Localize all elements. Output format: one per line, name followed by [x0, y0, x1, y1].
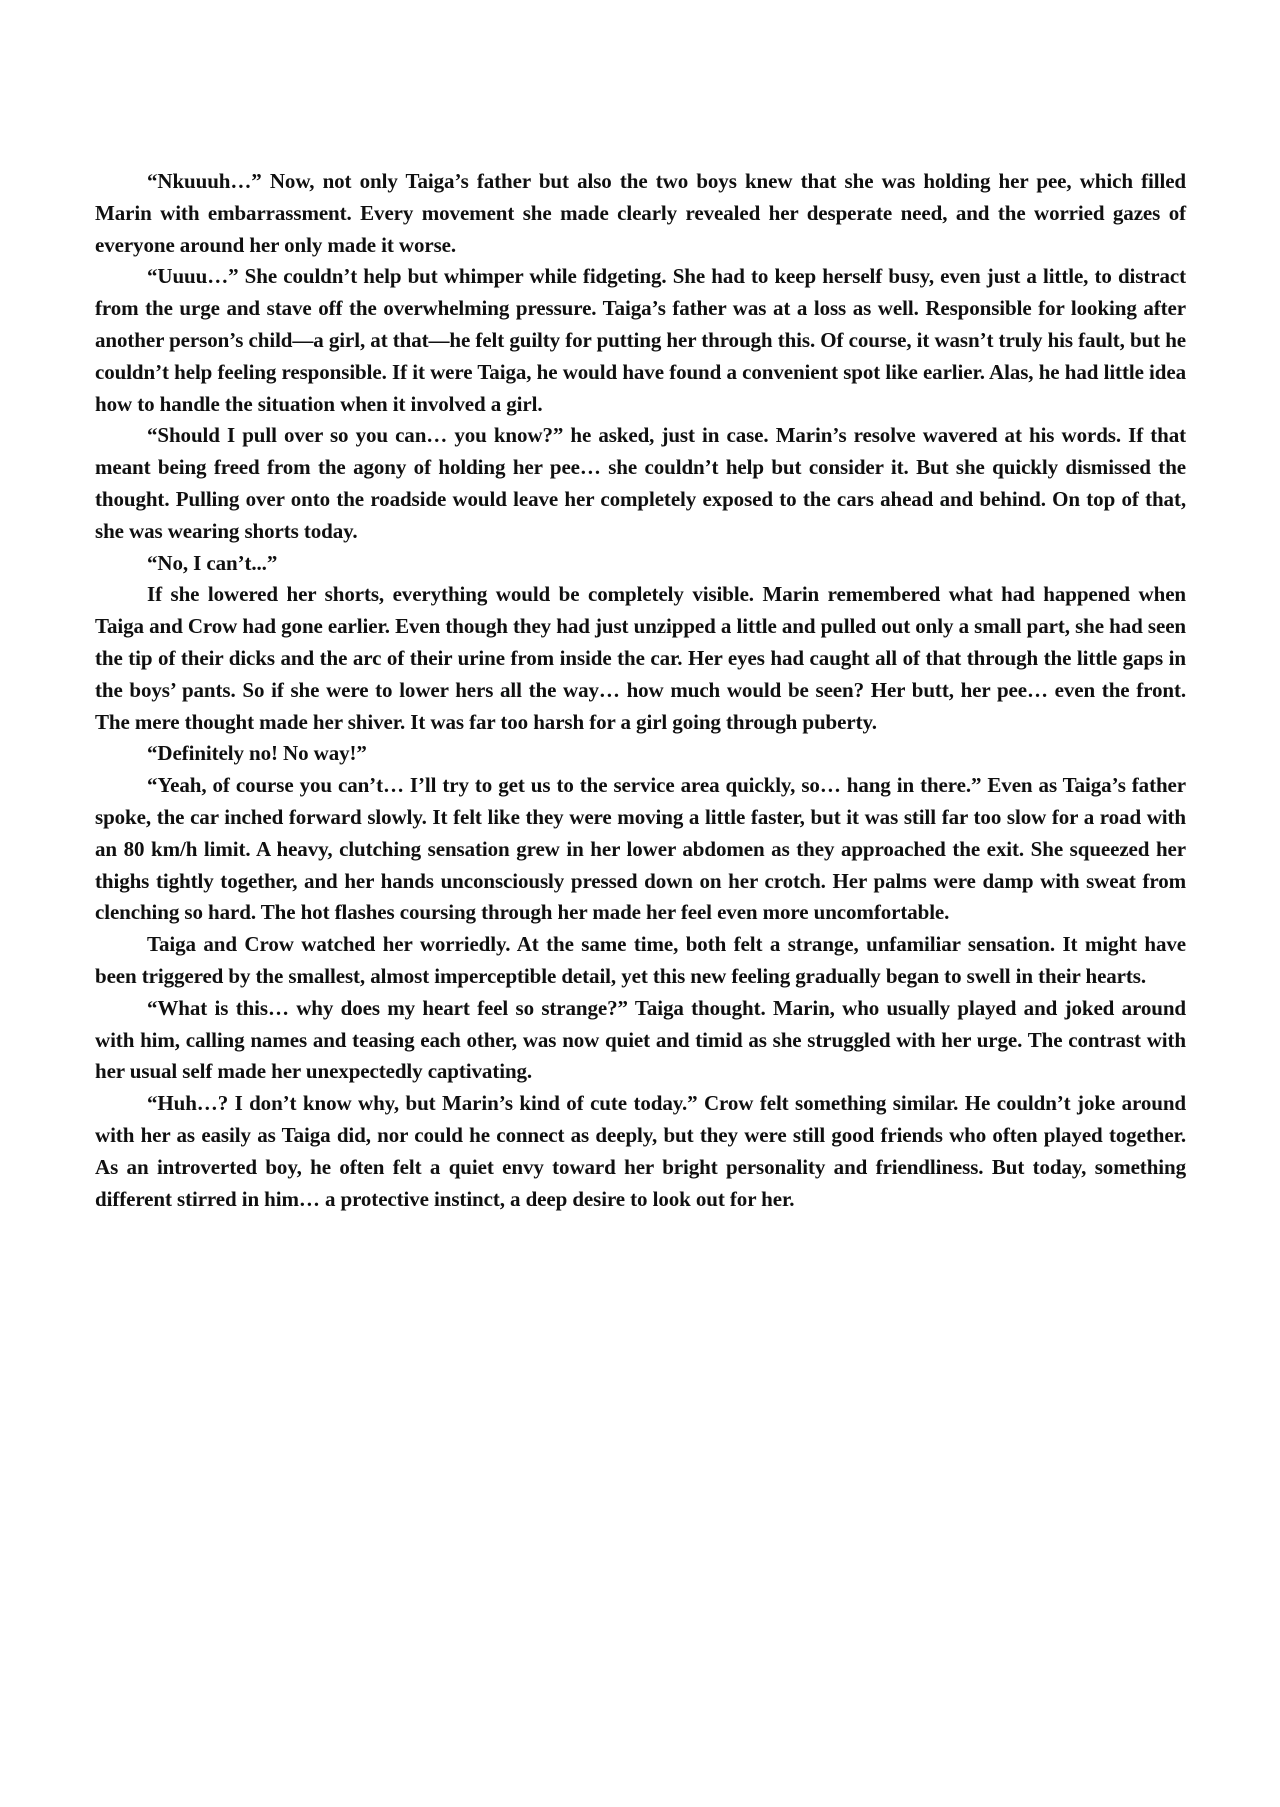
- paragraph-8: Taiga and Crow watched her worriedly. At the same time, both felt a strange, unfamiliar sensation. It might have been triggered by the smallest, almost imperceptible detail, yet this new feeling gradually began to swell in their hearts.: [95, 932, 1186, 988]
- paragraph-1: “Nkuuuh…” Now, not only Taiga’s father but also the two boys knew that she was holding her pee, which filled Marin with embarrassment. Every movement she made clearly revealed her desperate need, and the worried gazes of everyone around her only made it worse.: [95, 169, 1186, 257]
- paragraph-3: “Should I pull over so you can… you know?” he asked, just in case. Marin’s resolve wavered at his words. If that meant being freed from the agony of holding her pee… she couldn’t help but consider it. But she quickly dismissed the thought. Pulling over onto the roadside would leave her completely exposed to the cars ahead and behind. On top of that, she was wearing shorts today.: [95, 423, 1186, 543]
- paragraph-9: “What is this… why does my heart feel so strange?” Taiga thought. Marin, who usually played and joked around with him, calling names and teasing each other, was now quiet and timid as she struggled with her urge. The contrast with her usual self made her unexpectedly captivating.: [95, 995, 1186, 1084]
- paragraph-2: “Uuuu…” She couldn’t help but whimper while fidgeting. She had to keep herself busy, even just a little, to distract from the urge and stave off the overwhelming pressure. Taiga’s father was at a loss as well. Responsible for looking after another person’s child—a girl, at that—he felt guilty for putting her through this. Of course, it wasn’t truly his fault, but he couldn’t help feeling responsible. If it were Taiga, he would have found a convenient spot like earlier. Alas, he had little idea how to handle the situation when it involved a girl.: [95, 264, 1186, 416]
- paragraph-10: “Huh…? I don’t know why, but Marin’s kind of cute today.” Crow felt something similar. He couldn’t joke around with her as easily as Taiga did, nor could he connect as deeply, but they were still good friends who often played together. As an introverted boy, he often felt a quiet envy toward her bright personality and friendliness. But today, something different stirred in him… a protective instinct, a deep desire to look out for her.: [95, 1091, 1186, 1211]
- page-text: [95, 166, 1186, 1215]
- paragraph-6: “Definitely no! No way!”: [147, 741, 367, 766]
- paragraph-7: “Yeah, of course you can’t… I’ll try to get us to the service area quickly, so… hang in there.” Even as Taiga’s father spoke, the car inched forward slowly. It felt like they were moving a little faster, but it was still far too slow for a road with an 80 km/h limit. A heavy, clutching sensation grew in her lower abdomen as they approached the exit. She squeezed her thighs tightly together, and her hands unconsciously pressed down on her crotch. Her palms were damp with sweat from clenching so hard. The hot flashes coursing through her made her feel even more uncomfortable.: [95, 773, 1186, 925]
- paragraph-4: “No, I can’t...”: [147, 550, 278, 575]
- paragraph-5: If she lowered her shorts, everything would be completely visible. Marin remembered what had happened when Taiga and Crow had gone earlier. Even though they had just unzipped a little and pulled out only a small part, she had seen the tip of their dicks and the arc of their urine from inside the car. Her eyes had caught all of that through the little gaps in the boys’ pants. So if she were to lower hers all the way… how much would be seen? Her butt, her pee… even the front. The mere thought made her shiver. It was far too harsh for a girl going through puberty.: [95, 582, 1186, 734]
